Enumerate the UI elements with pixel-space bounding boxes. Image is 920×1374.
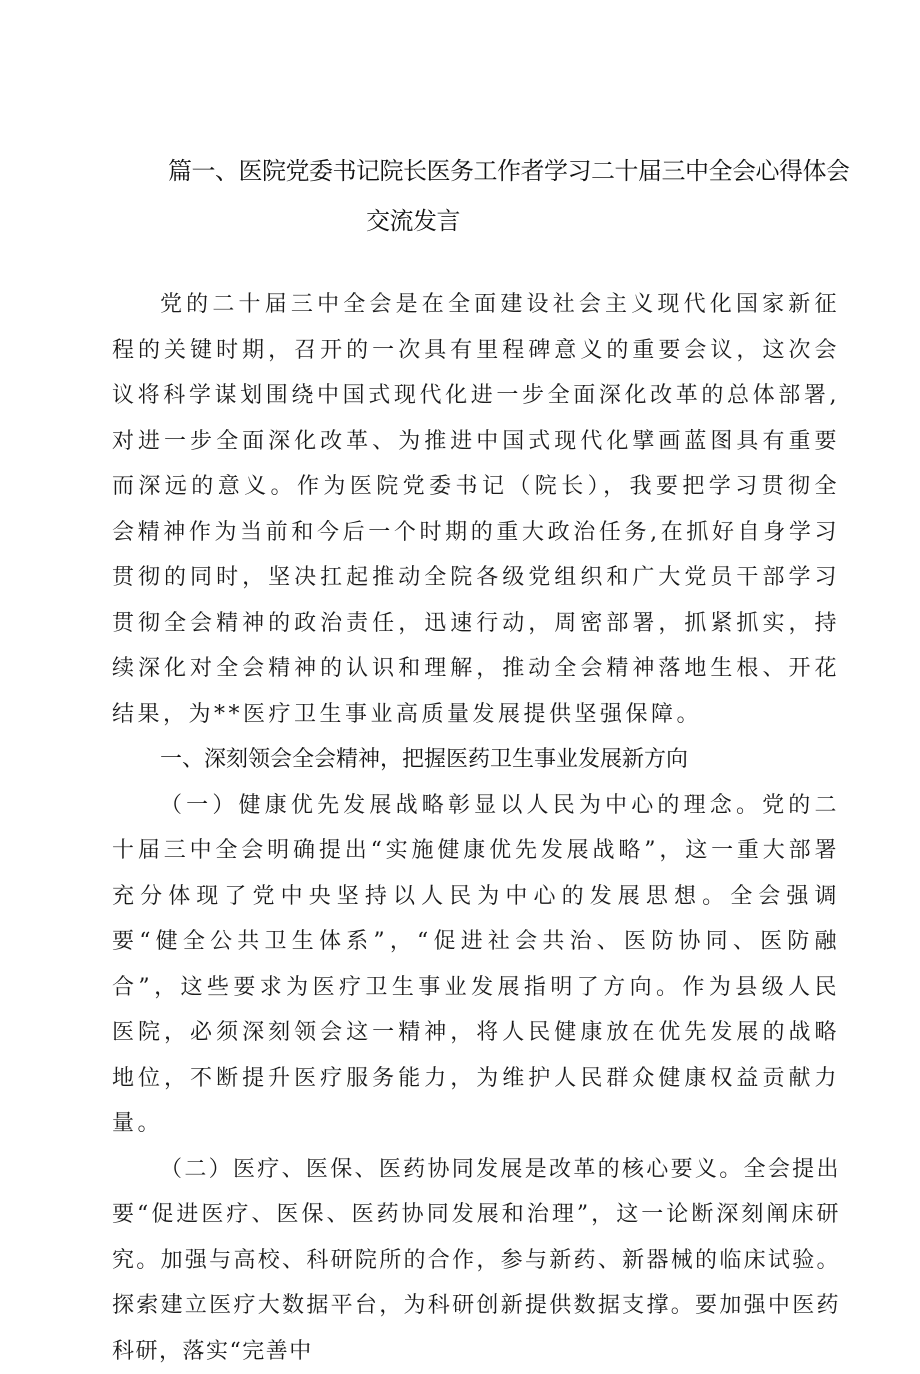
document-title — [150, 146, 870, 246]
title-line-2: 交流发言 — [150, 196, 870, 246]
section-1-paragraph-2: （二）医疗、医保、医药协同发展是改革的核心要义。全会提出要“促进医疗、医保、医药协同发展和治理”，这一论断深刻阐床研究。加强与高校、科研院所的合作，参与新药、新器械的临床试验。探索建立医疗大数据平台，为科研创新提供数据支撑。要加强中医药科研，落实“完善中 — [112, 1147, 840, 1374]
section-heading-1: 一、深刻领会全会精神，把握医药卫生事业发展新方向 — [112, 737, 840, 783]
document-body — [112, 282, 840, 1374]
title-line-1: 篇一、医院党委书记院长医务工作者学习二十届三中全会心得体会 — [150, 146, 870, 196]
intro-paragraph: 党的二十届三中全会是在全面建设社会主义现代化国家新征程的关键时期，召开的一次具有里程碑意义的重要会议，这次会议将科学谋划围绕中国式现代化进一步全面深化改革的总体部署,对进一步全面深化改革、为推进中国式现代化擘画蓝图具有重要而深远的意义。作为医院党委书记（院长），我要把学习贯彻全会精神作为当前和今后一个时期的重大政治任务,在抓好自身学习贯彻的同时，坚决扛起推动全院各级党组织和广大党员干部学习贯彻全会精神的政治责任，迅速行动，周密部署，抓紧抓实，持续深化对全会精神的认识和理解，推动全会精神落地生根、开花结果，为**医疗卫生事业高质量发展提供坚强保障。 — [112, 282, 840, 737]
section-1-paragraph-1: （一）健康优先发展战略彰显以人民为中心的理念。党的二十届三中全会明确提出“实施健康优先发展战略”，这一重大部署充分体现了党中央坚持以人民为中心的发展思想。全会强调要“健全公共卫生体系”，“促进社会共治、医防协同、医防融合”，这些要求为医疗卫生事业发展指明了方向。作为县级人民医院，必须深刻领会这一精神，将人民健康放在优先发展的战略地位，不断提升医疗服务能力，为维护人民群众健康权益贡献力量。 — [112, 783, 840, 1147]
